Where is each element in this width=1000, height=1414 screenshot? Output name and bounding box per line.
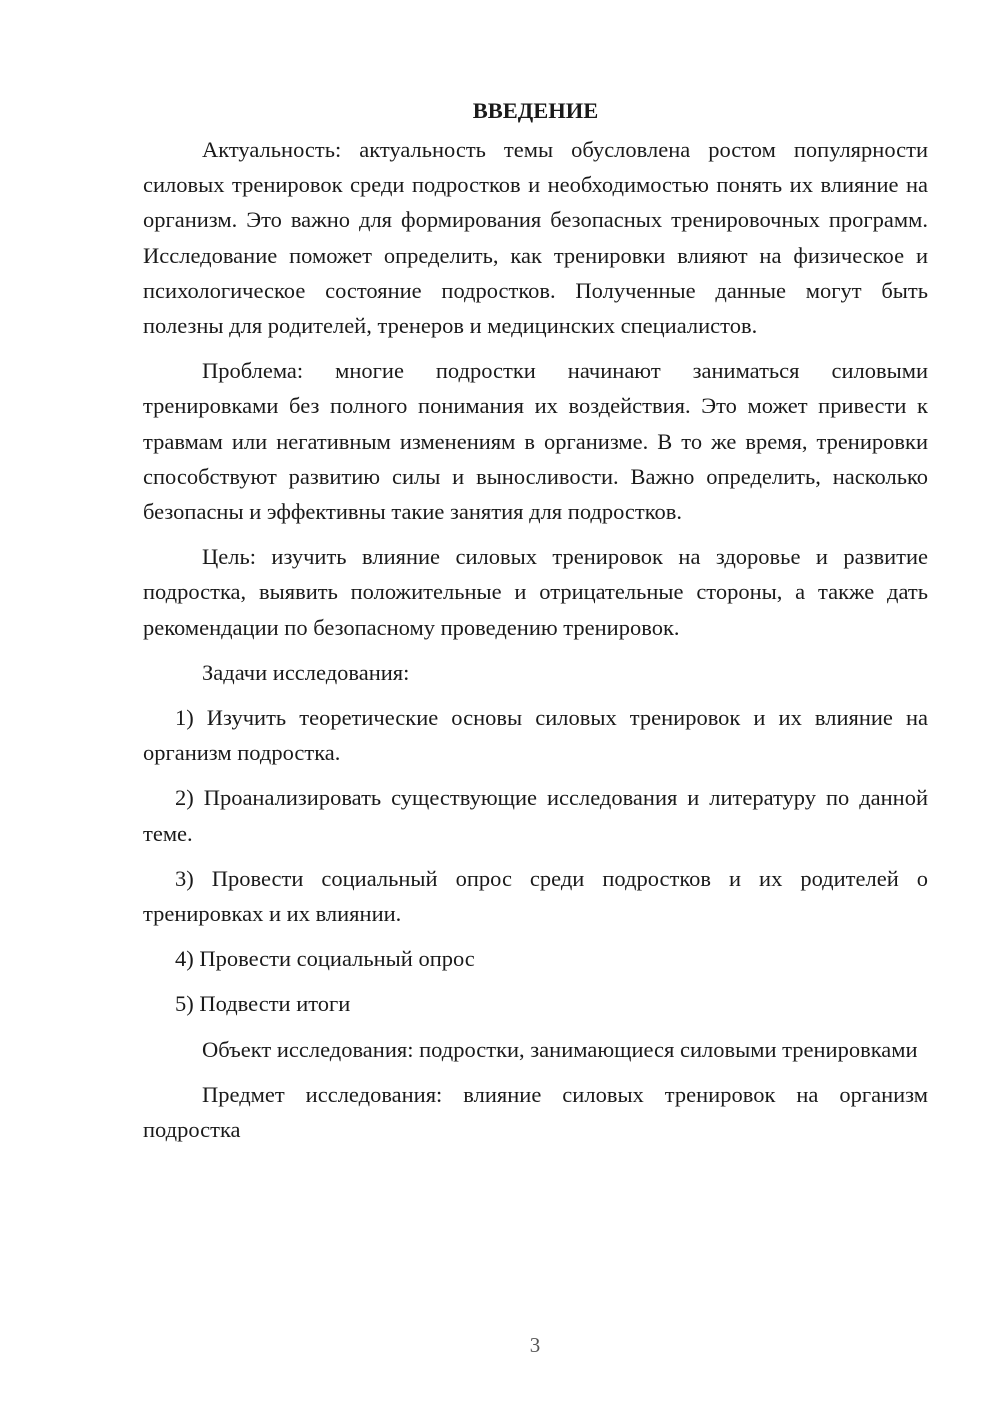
page-heading: ВВЕДЕНИЕ — [472, 98, 599, 123]
paragraph-goal: Цель: изучить влияние силовых тренировок на здоровье и развитие подростка, выявить положительные и отрицательные стороны, а также дать рекомендации по безопасному проведению тренировок. — [143, 544, 928, 640]
paragraph-relevance: Актуальность: актуальность темы обусловлена ростом популярности силовых тренировок среди подростков и необходимостью понять их влияние на организм. Это важно для формирования безопасных тренировочных программ. Исследование поможет определить, как тренировки влияют на физическое и психологическое состояние подростков. Полученные данные могут быть полезны для родителей, тренеров и медицинских специалистов. — [143, 137, 928, 339]
tasks-title: Задачи исследования: — [202, 659, 410, 685]
task-item-4: 4) Провести социальный опрос — [175, 946, 475, 972]
page-content — [143, 93, 928, 1157]
page-number: 3 — [529, 1333, 541, 1357]
task-item-3: 3) Провести социальный опрос среди подростков и их родителей о тренировках и их влиянии. — [143, 865, 928, 927]
task-item-5: 5) Подвести итоги — [175, 991, 351, 1017]
task-item-2: 2) Проанализировать существующие исследования и литературу по данной теме. — [143, 785, 928, 846]
paragraph-problem: Проблема: многие подростки начинают заниматься силовыми тренировками без полного понимания их воздействия. Это может привести к травмам или негативным изменениям в организме. В то же время, тренировки способствуют развитию силы и выносливости. Важно определить, насколько безопасны и эффективны такие занятия для подростков. — [143, 358, 928, 525]
paragraph-subject: Предмет исследования: влияние силовых тренировок на организм подростка — [143, 1081, 928, 1143]
task-item-1: 1) Изучить теоретические основы силовых тренировок и их влияние на организм подростка. — [143, 705, 928, 766]
paragraph-object: Объект исследования: подростки, занимающиеся силовыми тренировками — [202, 1036, 918, 1062]
